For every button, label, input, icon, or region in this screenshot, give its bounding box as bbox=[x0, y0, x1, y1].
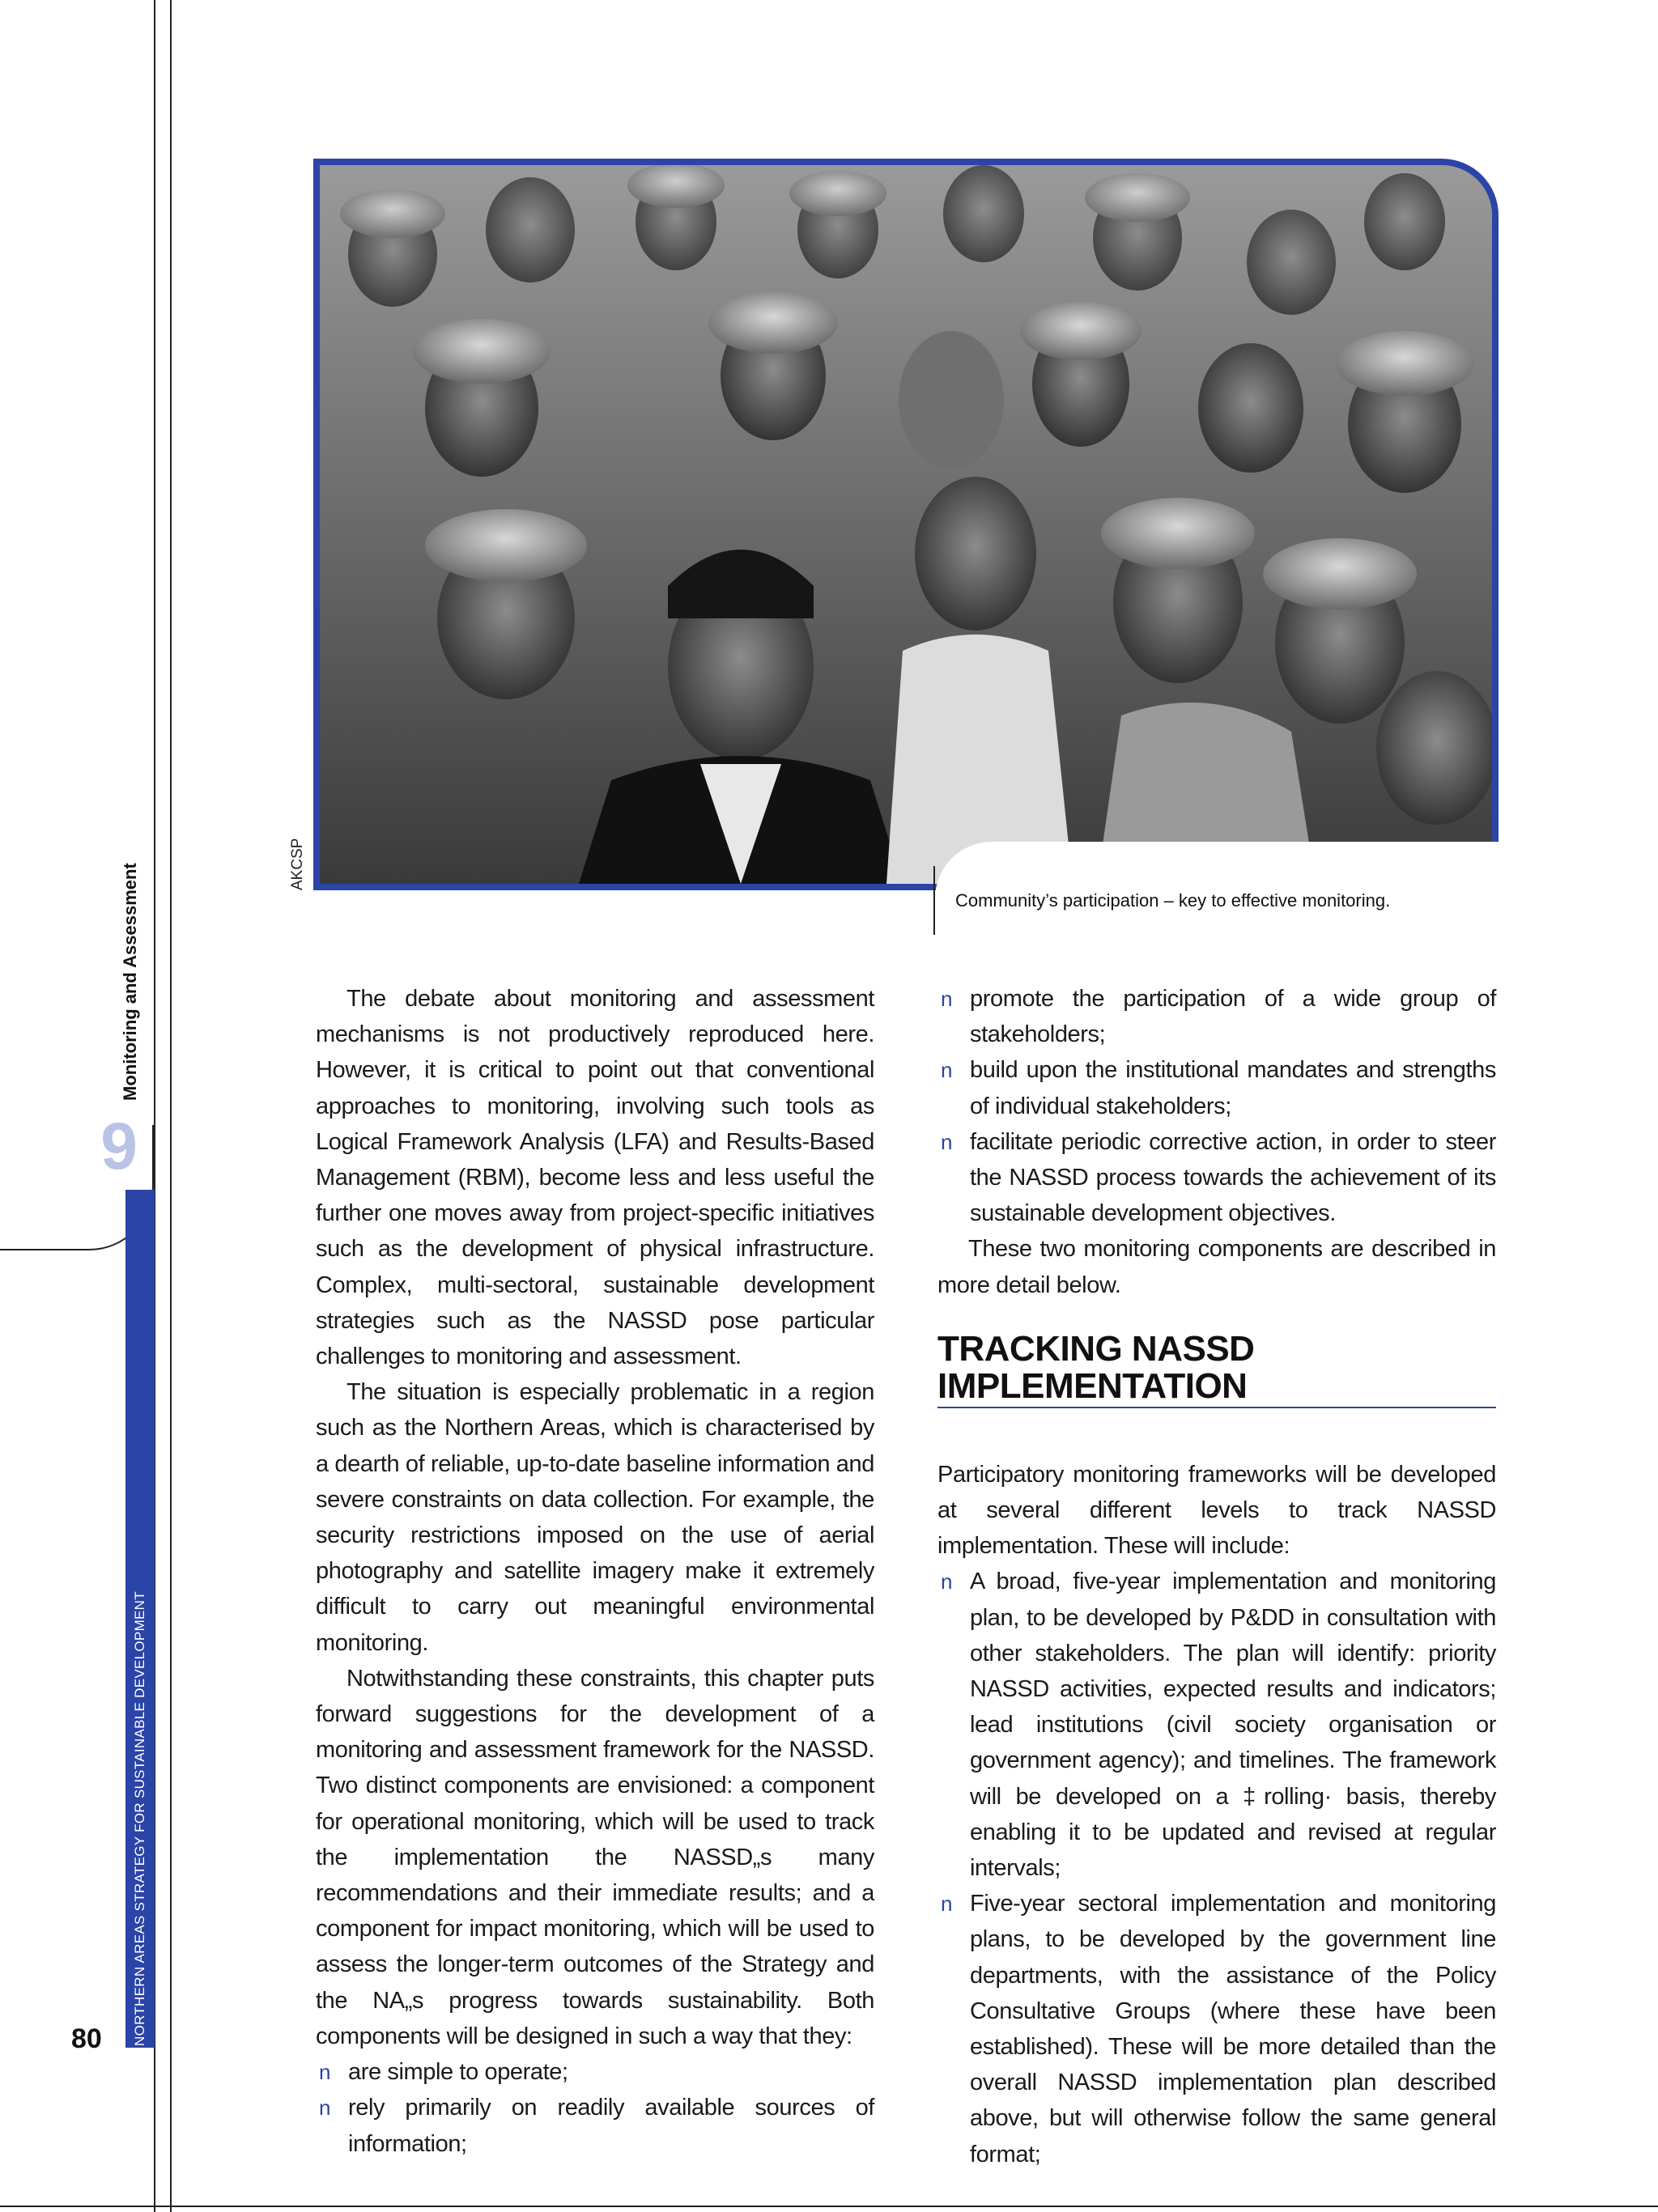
list-item bbox=[937, 981, 1496, 1052]
figure-caption: Community’s participation – key to effective monitoring. bbox=[955, 890, 1391, 911]
right-column bbox=[937, 981, 1496, 2172]
paragraph: The situation is especially problematic in a region such as the Northern Areas, which is characterised by a dearth of reliable, up-to-date baseline information and severe constraints on data collection. For example, the security restrictions imposed on the use of aerial photography and satellite imagery make it extremely difficult to carry out meaningful environmental monitoring. bbox=[316, 1379, 874, 1656]
list-item-text: build upon the institutional mandates and strengths of individual stakeholders; bbox=[970, 1057, 1496, 1119]
publication-title: NORTHERN AREAS STRATEGY FOR SUSTAINABLE DEVELOPMENT bbox=[132, 1591, 147, 2046]
paragraph: These two monitoring components are described in more detail below. bbox=[937, 1236, 1496, 1298]
bullet-marker: n bbox=[941, 1058, 953, 1083]
list-item bbox=[316, 2090, 874, 2161]
margin-rule-outer bbox=[170, 0, 172, 2212]
bullet-marker: n bbox=[941, 987, 953, 1011]
list-item bbox=[316, 2054, 874, 2090]
list-item-text: A broad, five-year implementation and monitoring plan, to be developed by P&DD in consultation with other stakeholders. The plan will identify: priority NASSD activities, expected results and indicators; lead institutions (civil society organisation or government agency); and timelines. The framework will be developed on a ‡rolling· basis, thereby enabling it to be updated and revised at regular intervals; bbox=[970, 1569, 1496, 1882]
list-item-text: rely primarily on readily available sources of information; bbox=[348, 2095, 874, 2157]
chapter-title: Monitoring and Assessment bbox=[120, 863, 140, 1101]
list-item-text: facilitate periodic corrective action, in order to steer the NASSD process towards the achievement of its sustainable development objectives. bbox=[970, 1128, 1496, 1227]
list-item bbox=[937, 1886, 1496, 2172]
photo-image bbox=[320, 165, 1492, 884]
bullet-marker: n bbox=[941, 1129, 953, 1154]
photo-credit: AKCSP bbox=[289, 838, 306, 890]
paragraph: Notwithstanding these constraints, this chapter puts forward suggestions for the development of a monitoring and assessment framework for the NASSD. Two distinct components are envisioned: a component for operational monitoring, which will be used to track the implementation the NASSD„s many recommendations and their immediate results; and a component for impact monitoring, which will be used to assess the longer-term outcomes of the Strategy and the NA„s progress towards sustainability. Both components will be designed in such a way that they: bbox=[316, 1665, 874, 2049]
caption-rule bbox=[933, 866, 935, 935]
bullet-marker: n bbox=[319, 2095, 331, 2121]
bullet-list bbox=[316, 2054, 874, 2162]
list-item-text: are simple to operate; bbox=[348, 2059, 568, 2086]
section-heading-line2: IMPLEMENTATION bbox=[937, 1365, 1248, 1406]
list-item bbox=[937, 1124, 1496, 1232]
bullet-marker: n bbox=[941, 1569, 953, 1594]
paragraph: Participatory monitoring frameworks will be developed at several different levels to track NASSD implementation. These will include: bbox=[937, 1461, 1496, 1560]
bullet-list bbox=[937, 1564, 1496, 2172]
paragraph: The debate about monitoring and assessment mechanisms is not productively reproduced here. However, it is critical to point out that conventional approaches to monitoring, involving such tools as Logical Framework Analysis (LFA) and Results-Based Management (RBM), become less and less useful the further one moves away from project-specific initiatives such as the development of physical infrastructure. Complex, multi-sectoral, sustainable development strategies such as the NASSD pose particular challenges to monitoring and assessment. bbox=[316, 986, 874, 1370]
left-column bbox=[316, 981, 874, 2162]
list-item-text: Five-year sectoral implementation and monitoring plans, to be developed by the government line departments, with the assistance of the Policy Consultative Groups (where these have been established). These will be more detailed than the overall NASSD implementation plan described above, but will otherwise follow the same general format; bbox=[970, 1891, 1496, 2167]
section-heading-line1: TRACKING NASSD bbox=[937, 1328, 1255, 1369]
bullet-marker: n bbox=[319, 2060, 331, 2085]
bullet-marker: n bbox=[941, 1891, 953, 1917]
page-number: 80 bbox=[71, 2023, 102, 2054]
list-item-text: promote the participation of a wide group of stakeholders; bbox=[970, 986, 1496, 1048]
chapter-number: 9 bbox=[100, 1110, 138, 1183]
photo-frame bbox=[313, 159, 1499, 890]
bottom-rule bbox=[0, 2206, 1658, 2207]
list-item bbox=[937, 1564, 1496, 1886]
section-heading bbox=[937, 1328, 1496, 1408]
list-item bbox=[937, 1052, 1496, 1123]
bullet-list bbox=[937, 981, 1496, 1231]
community-photo bbox=[320, 165, 1492, 884]
